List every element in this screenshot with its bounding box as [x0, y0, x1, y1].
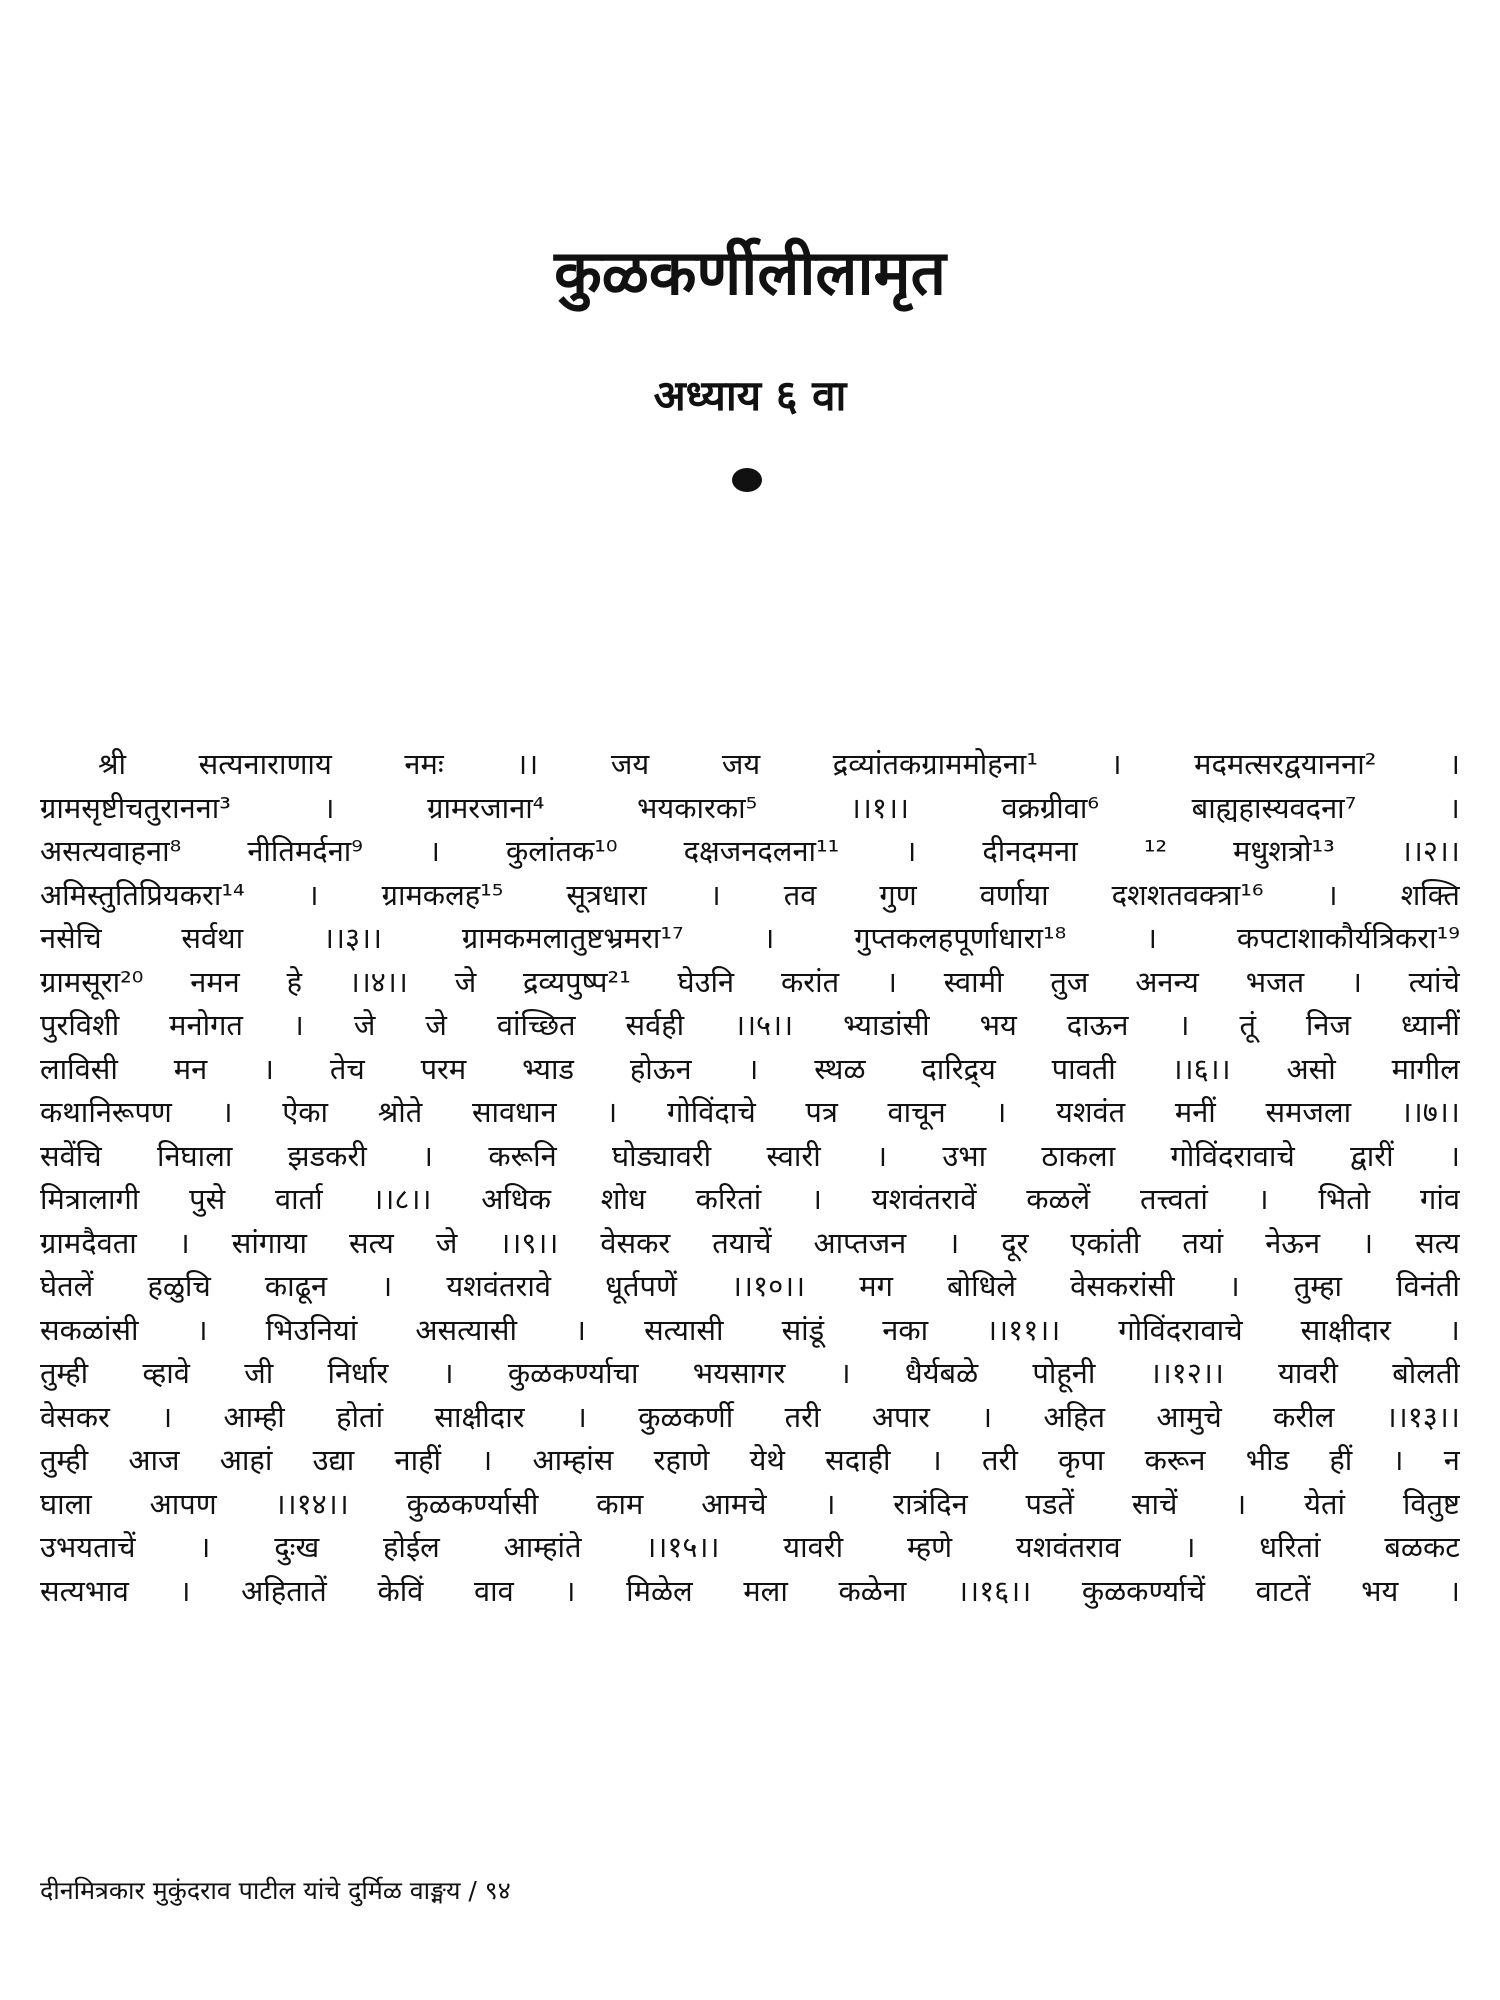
word: कपटाशाकौर्यत्रिकरा¹⁹	[1236, 921, 1460, 955]
word: दशशतवक्त्रा¹⁶	[1111, 877, 1264, 912]
word: ।।६।।	[1171, 1051, 1231, 1086]
word: हीं	[1329, 1443, 1353, 1477]
word: नका	[882, 1312, 929, 1347]
word: करूनि	[488, 1138, 557, 1173]
word: यशवंतरावे	[446, 1269, 552, 1303]
word: आहां	[219, 1443, 273, 1477]
word: करून	[1144, 1443, 1206, 1477]
word: येतां	[1304, 1486, 1345, 1521]
word: झडकरी	[287, 1138, 367, 1173]
word: नीतिमर्दना⁹	[247, 834, 363, 868]
word: सावधान	[471, 1095, 557, 1129]
word: ।।९।।	[499, 1225, 559, 1260]
body-text	[40, 743, 1460, 1613]
word: आप्तजन	[813, 1225, 907, 1260]
word: भय	[1361, 1573, 1399, 1608]
word: मित्रालागी	[40, 1182, 140, 1216]
word: गुप्तकलहपूर्णाधारा¹⁸	[854, 921, 1067, 955]
text-line	[40, 1352, 1460, 1396]
word: साक्षीदार	[434, 1399, 525, 1434]
word: दूर	[1001, 1225, 1029, 1260]
word: श्री	[98, 747, 127, 781]
word: उद्या	[312, 1443, 355, 1477]
word: विनंती	[1396, 1269, 1460, 1303]
word: येथे	[749, 1443, 785, 1477]
word: पुसे	[189, 1182, 226, 1216]
word: ।	[1448, 747, 1460, 781]
word: ।	[995, 1095, 1007, 1129]
page-footer: दीनमित्रकार मुकुंदराव पाटील यांचे दुर्मिळ वाङ्मय / ९४	[40, 1876, 511, 1905]
word: तरी	[784, 1399, 821, 1434]
word: ।	[839, 1356, 851, 1390]
word: दारिद्र्य	[921, 1051, 996, 1086]
word: कुळकर्ण्याचा	[507, 1356, 639, 1390]
word: अपार	[871, 1399, 930, 1434]
text-line	[40, 1439, 1460, 1483]
word: करील	[1273, 1399, 1335, 1434]
word: यावरी	[783, 1530, 844, 1564]
word: गुण	[879, 877, 917, 912]
text-line	[40, 1265, 1460, 1309]
word: कथानिरूपण	[40, 1095, 172, 1129]
word: ।।१४।।	[274, 1486, 349, 1521]
word: ।	[1228, 1269, 1240, 1303]
word: वेसकरांसी	[1070, 1269, 1175, 1303]
word: होईल	[383, 1530, 440, 1564]
word: ।।	[516, 747, 539, 781]
word: सत्यभाव	[40, 1573, 129, 1608]
word: ।	[930, 1443, 942, 1477]
word: भ्याडांसी	[843, 1008, 930, 1042]
text-line	[40, 830, 1460, 874]
word: रहाणे	[653, 1443, 710, 1477]
word: तेच	[329, 1051, 365, 1086]
word: वक्रग्रीवा⁶	[1001, 790, 1100, 825]
word: वार्ता	[274, 1182, 323, 1216]
word: धरितां	[1259, 1530, 1321, 1564]
word: दाऊन	[1066, 1008, 1129, 1042]
word: काम	[596, 1486, 644, 1521]
word: ।	[747, 1051, 759, 1086]
word: द्वारीं	[1350, 1138, 1394, 1173]
word: भिउनियां	[265, 1312, 358, 1347]
word: ।	[575, 1399, 587, 1434]
word: सत्य	[349, 1225, 394, 1260]
word: ।	[196, 1312, 208, 1347]
word: अनन्य	[1135, 964, 1199, 999]
word: ।।१३।।	[1385, 1399, 1460, 1434]
word: आज	[128, 1443, 180, 1477]
word: ।।४।।	[348, 964, 408, 999]
text-line	[40, 1309, 1460, 1353]
chapter-heading: अध्याय ६ वा	[653, 371, 847, 420]
word: भीड	[1245, 1443, 1290, 1477]
word: अहितातें	[241, 1573, 327, 1608]
word: व्हावे	[142, 1356, 190, 1390]
word: सर्वथा	[181, 921, 244, 955]
word: करांत	[780, 964, 840, 999]
word: भितो	[1318, 1182, 1371, 1216]
word: उभयताचें	[40, 1530, 136, 1564]
word: ।	[1350, 964, 1362, 999]
word: ।	[1146, 921, 1158, 955]
word: सकळांसी	[40, 1312, 139, 1347]
text-line	[40, 743, 1460, 787]
word: ।	[307, 877, 319, 912]
word: घेतलें	[40, 1269, 94, 1303]
word: सांगाया	[231, 1225, 308, 1260]
word: जे	[435, 1225, 458, 1260]
word: ग्रामरजाना⁴	[427, 790, 545, 825]
word: ।	[876, 1138, 888, 1173]
word: वर्णाया	[979, 877, 1049, 912]
word: ग्रामकमलातुष्टभ्रमरा¹⁷	[461, 921, 684, 955]
word: ।।५।।	[734, 1008, 794, 1042]
word: ।	[1257, 1182, 1269, 1216]
word: रात्रंदिन	[893, 1486, 968, 1521]
word: वेसकर	[40, 1399, 110, 1434]
word: जे	[454, 964, 477, 999]
word: ।।१०।।	[731, 1269, 806, 1303]
word: ।।२।।	[1400, 834, 1460, 868]
word: लाविसी	[40, 1051, 118, 1086]
text-line	[40, 961, 1460, 1005]
word: कळेना	[838, 1573, 907, 1608]
text-line	[40, 874, 1460, 918]
word: द्रव्यपुष्प²¹	[523, 964, 631, 999]
word: ।।८।।	[372, 1182, 432, 1216]
word: ।	[824, 1486, 836, 1521]
word: ।।१।।	[849, 790, 909, 825]
word: सदाही	[825, 1443, 891, 1477]
word: ।	[1448, 1573, 1460, 1608]
word: नाहीं	[394, 1443, 442, 1477]
word: स्वामी	[943, 964, 1004, 999]
word: करितां	[695, 1182, 762, 1216]
word: निघाला	[156, 1138, 233, 1173]
word: जय	[610, 747, 650, 781]
word: ।	[948, 1225, 960, 1260]
word: भय	[979, 1008, 1017, 1042]
word: तत्त्वतां	[1139, 1182, 1208, 1216]
word: सवेंचि	[40, 1138, 102, 1173]
text-line	[40, 1004, 1460, 1048]
word: पत्र	[805, 1095, 838, 1129]
word: कुळकर्ण्यासी	[406, 1486, 539, 1521]
word: शक्ति	[1400, 877, 1460, 912]
word: ।	[1448, 1138, 1460, 1173]
word: अमिस्तुतिप्रियकरा¹⁴	[40, 877, 245, 912]
word: कुलांतक¹⁰	[506, 834, 618, 868]
word: साक्षीदार	[1300, 1312, 1391, 1347]
word: ।	[161, 1399, 173, 1434]
text-line	[40, 1135, 1460, 1179]
word: तुज	[1050, 964, 1089, 999]
word: आमचे	[701, 1486, 767, 1521]
word: ।	[811, 1182, 822, 1216]
word: ।।७।।	[1400, 1095, 1460, 1129]
text-line	[40, 1396, 1460, 1440]
word: धूर्तपणें	[605, 1269, 677, 1303]
word: वाव	[474, 1573, 514, 1608]
word: साचें	[1131, 1486, 1178, 1521]
word: ।	[263, 1051, 274, 1086]
word: तयाचें	[712, 1225, 772, 1260]
word: नमन	[190, 964, 240, 999]
word: असत्यासी	[415, 1312, 517, 1347]
word: ।	[1110, 747, 1122, 781]
word: ।।११।।	[986, 1312, 1061, 1347]
text-line	[40, 1091, 1460, 1135]
word: आमुचे	[1156, 1399, 1222, 1434]
word: सर्वही	[625, 1008, 685, 1042]
word: ऐका	[282, 1095, 329, 1129]
word: तुम्ही	[40, 1356, 89, 1390]
word: मिळेल	[626, 1573, 693, 1608]
word: द्रव्यांतकग्राममोहना¹	[832, 747, 1038, 781]
word: ग्रामदैवता	[40, 1225, 137, 1260]
word: ठाकला	[1041, 1138, 1116, 1173]
word: बळकट	[1384, 1530, 1460, 1564]
word: मदमत्सरद्वयानना²	[1194, 747, 1377, 781]
word: सत्य	[1415, 1225, 1460, 1260]
word: तयां	[1182, 1225, 1224, 1260]
word: यशवंतराव	[1015, 1530, 1121, 1564]
word: ग्रामसृष्टीचतुरानना³	[40, 790, 231, 825]
word: समजला	[1265, 1095, 1352, 1129]
word: त्यांचे	[1408, 964, 1460, 999]
word: ।।१२।।	[1149, 1356, 1224, 1390]
word: वेसकर	[600, 1225, 671, 1260]
word: ।	[442, 1356, 454, 1390]
word: नसेचि	[40, 921, 102, 955]
word: ।	[178, 1225, 190, 1260]
word: ।	[1392, 1443, 1404, 1477]
word: मग	[859, 1269, 893, 1303]
word: बोधिले	[947, 1269, 1017, 1303]
word: मधुशत्रो¹³	[1233, 834, 1335, 868]
word: ।	[1178, 1008, 1190, 1042]
word: गोविंदाचे	[666, 1095, 756, 1129]
word: ।	[1184, 1530, 1196, 1564]
word: तूं	[1239, 1008, 1256, 1042]
word: तरी	[982, 1443, 1018, 1477]
word: ।	[323, 790, 335, 825]
word: तव	[783, 877, 817, 912]
word: ।	[292, 1008, 304, 1042]
word: आपण	[149, 1486, 217, 1521]
word: ।	[763, 921, 775, 955]
word: वाचून	[887, 1095, 946, 1129]
word: धैर्यबळे	[904, 1356, 979, 1390]
word: नेऊन	[1265, 1225, 1321, 1260]
text-line	[40, 787, 1460, 831]
word: परम	[420, 1051, 467, 1086]
word: गोविंदरावाचे	[1170, 1138, 1295, 1173]
word: यावरी	[1278, 1356, 1338, 1390]
word: आम्ही	[223, 1399, 285, 1434]
word: गांव	[1420, 1182, 1460, 1216]
word: पुरविशी	[40, 1008, 120, 1042]
word: न	[1443, 1443, 1460, 1477]
word: ।	[481, 1443, 493, 1477]
word: म्हणे	[906, 1530, 953, 1564]
word: स्वारी	[766, 1138, 821, 1173]
text-line	[40, 1178, 1460, 1222]
word: पडतें	[1025, 1486, 1075, 1521]
word: कुळकर्णी	[638, 1399, 734, 1434]
word: दक्षजनदलना¹¹	[683, 834, 840, 868]
word: आम्हांस	[532, 1443, 614, 1477]
word: मनोगत	[169, 1008, 243, 1042]
ornament-dot	[732, 468, 762, 492]
word: ।	[1326, 877, 1338, 912]
word: दुःख	[274, 1530, 320, 1564]
word: जी	[244, 1356, 274, 1390]
page-title: कुळकर्णीलीलामृत	[554, 236, 946, 309]
word: होतां	[336, 1399, 384, 1434]
word: ¹²	[1143, 834, 1168, 868]
word: ।।१५।।	[645, 1530, 720, 1564]
text-line	[40, 1222, 1460, 1266]
word: ।	[885, 964, 897, 999]
word: सत्यनाराणाय	[198, 747, 332, 781]
word: ।	[1362, 1225, 1374, 1260]
word: घोड्यावरी	[612, 1138, 712, 1173]
word: जे	[425, 1008, 447, 1042]
word: घाला	[40, 1486, 92, 1521]
text-line	[40, 917, 1460, 961]
word: मनीं	[1174, 1095, 1216, 1129]
word: अहित	[1043, 1399, 1106, 1434]
word: भ्याड	[522, 1051, 574, 1086]
word: भजत	[1245, 964, 1305, 999]
word: निर्धार	[327, 1356, 389, 1390]
word: एकांती	[1070, 1225, 1141, 1260]
word: कळलें	[1026, 1182, 1091, 1216]
word: अधिक	[481, 1182, 551, 1216]
word: ।	[606, 1095, 618, 1129]
word: यशवंतरावें	[871, 1182, 977, 1216]
word: मन	[173, 1051, 208, 1086]
word: वांच्छित	[496, 1008, 576, 1042]
word: असो	[1286, 1051, 1336, 1086]
word: दीनदमना	[982, 834, 1078, 868]
word: केविं	[377, 1573, 424, 1608]
word: तुम्हा	[1293, 1269, 1343, 1303]
word: श्रोते	[377, 1095, 423, 1129]
word: ।	[905, 834, 917, 868]
word: असत्यवाहना⁸	[40, 834, 182, 868]
word: निज	[1305, 1008, 1352, 1042]
word: शोध	[600, 1182, 646, 1216]
word: ।।१६।।	[957, 1573, 1032, 1608]
word: ।	[422, 1138, 434, 1173]
text-line	[40, 1570, 1460, 1614]
word: मला	[743, 1573, 788, 1608]
word: ।	[981, 1399, 993, 1434]
word: पावती	[1051, 1051, 1116, 1086]
word: ।	[1448, 790, 1460, 825]
word: काढून	[264, 1269, 328, 1303]
text-line	[40, 1048, 1460, 1092]
word: ।	[381, 1269, 393, 1303]
word: ग्रामकलह¹⁵	[381, 877, 504, 912]
word: ।	[564, 1573, 576, 1608]
word: तुम्ही	[40, 1443, 89, 1477]
word: नमः	[404, 747, 444, 781]
word: हळुचि	[147, 1269, 211, 1303]
word: सूत्रधारा	[566, 877, 647, 912]
word: जय	[721, 747, 761, 781]
word: आम्हांते	[503, 1530, 582, 1564]
word: भयकारका⁵	[637, 790, 758, 825]
word: सांडूं	[781, 1312, 825, 1347]
word: बोलती	[1392, 1356, 1460, 1390]
text-line	[40, 1526, 1460, 1570]
word: वाटतें	[1255, 1573, 1311, 1608]
word: ।	[1235, 1486, 1247, 1521]
word: ।।३।।	[322, 921, 383, 955]
word: कुळकर्ण्याचें	[1081, 1573, 1205, 1608]
word: कृपा	[1058, 1443, 1105, 1477]
word: वितुष्ट	[1402, 1486, 1460, 1521]
word: मागील	[1391, 1051, 1460, 1086]
word: ग्रामसूरा²⁰	[40, 964, 144, 999]
word: ।	[709, 877, 721, 912]
word: बाह्यहास्यवदना⁷	[1191, 790, 1357, 825]
word: उभा	[942, 1138, 987, 1173]
word: जे	[353, 1008, 376, 1042]
word: भयसागर	[692, 1356, 786, 1390]
word: ।	[1448, 1312, 1460, 1347]
word: ।	[428, 834, 440, 868]
word: होऊन	[629, 1051, 692, 1086]
word: यशवंत	[1056, 1095, 1126, 1129]
word: गोविंदरावाचे	[1118, 1312, 1243, 1347]
word: स्थळ	[814, 1051, 866, 1086]
word: सत्यासी	[644, 1312, 724, 1347]
word: ध्यानीं	[1401, 1008, 1460, 1042]
word: ।	[575, 1312, 587, 1347]
text-line	[40, 1483, 1460, 1527]
word: हे	[286, 964, 303, 999]
word: घेउनि	[677, 964, 735, 999]
word: ।	[221, 1095, 233, 1129]
word: पोहूनी	[1032, 1356, 1096, 1390]
word: ।	[179, 1573, 191, 1608]
word: ।	[199, 1530, 211, 1564]
